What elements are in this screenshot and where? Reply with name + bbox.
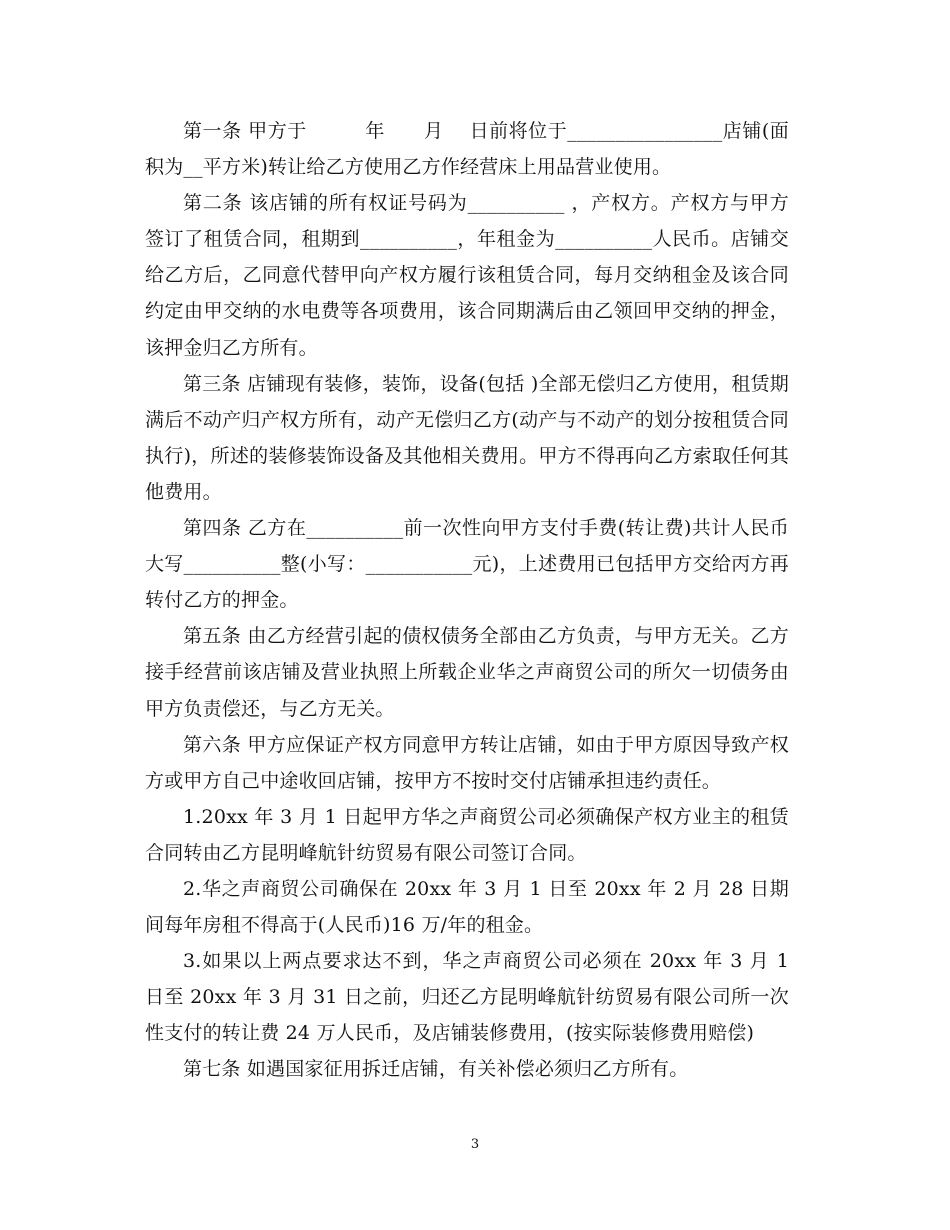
article-4-paragraph: 第四条 乙方在__________前一次性向甲方支付手费(转让费)共计人民币大写__________整(小写：___________元)，上述费用已包括甲方交给丙方再转付乙方的押金。 [145,517,789,612]
page-number: 3 [470,1137,480,1152]
clause-1-paragraph: 1.20xx 年 3 月 1 日起甲方华之声商贸公司必须确保产权方业主的租赁合同转由乙方昆明峰航针纺贸易有限公司签订合同。 [145,805,789,864]
article-5-paragraph: 第五条 由乙方经营引起的债权债务全部由乙方负责，与甲方无关。乙方接手经营前该店铺及营业执照上所载企业华之声商贸公司的所欠一切债务由甲方负责偿还，与乙方无关。 [145,625,789,720]
clause-2-paragraph: 2.华之声商贸公司确保在 20xx 年 3 月 1 日至 20xx 年 2 月 28 日期间每年房租不得高于(人民币)16 万/年的租金。 [145,877,789,937]
clause-3-paragraph: 3.如果以上两点要求达不到，华之声商贸公司必须在 20xx 年 3 月 1 日至 20xx 年 3 月 31 日之前，归还乙方昆明峰航针纺贸易有限公司所一次性支付的转让费 24 万人民币，及店铺装修费用，(按实际装修费用赔偿) [145,950,789,1045]
article-7-paragraph: 第七条 如遇国家征用拆迁店铺，有关补偿必须归乙方所有。 [183,1058,689,1081]
article-2-paragraph: 第二条 该店铺的所有权证号码为__________ ，产权方。产权方与甲方签订了租赁合同，租期到__________，年租金为__________人民币。店铺交给乙方后，乙同意代替甲向产权方履行该租赁合同，每月交纳租金及该合同约定由甲交纳的水电费等各项费用，该合同期满后由乙领回甲交纳的押金，该押金归乙方所有。 [145,192,789,359]
article-3-paragraph: 第三条 店铺现有装修，装饰，设备(包括 )全部无偿归乙方使用，租赁期满后不动产归产权方所有，动产无偿归乙方(动产与不动产的划分按租赁合同执行)，所述的装修装饰设备及其他相关费用。甲方不得再向乙方索取任何其他费用。 [145,372,789,503]
article-1-paragraph: 第一条 甲方于 年 月 日前将位于________________店铺(面积为__平方米)转让给乙方使用乙方作经营床上用品营业使用。 [145,120,789,179]
document-body [145,113,789,1088]
article-6-paragraph: 第六条 甲方应保证产权方同意甲方转让店铺，如由于甲方原因导致产权方或甲方自己中途收回店铺，按甲方不按时交付店铺承担违约责任。 [145,733,789,792]
